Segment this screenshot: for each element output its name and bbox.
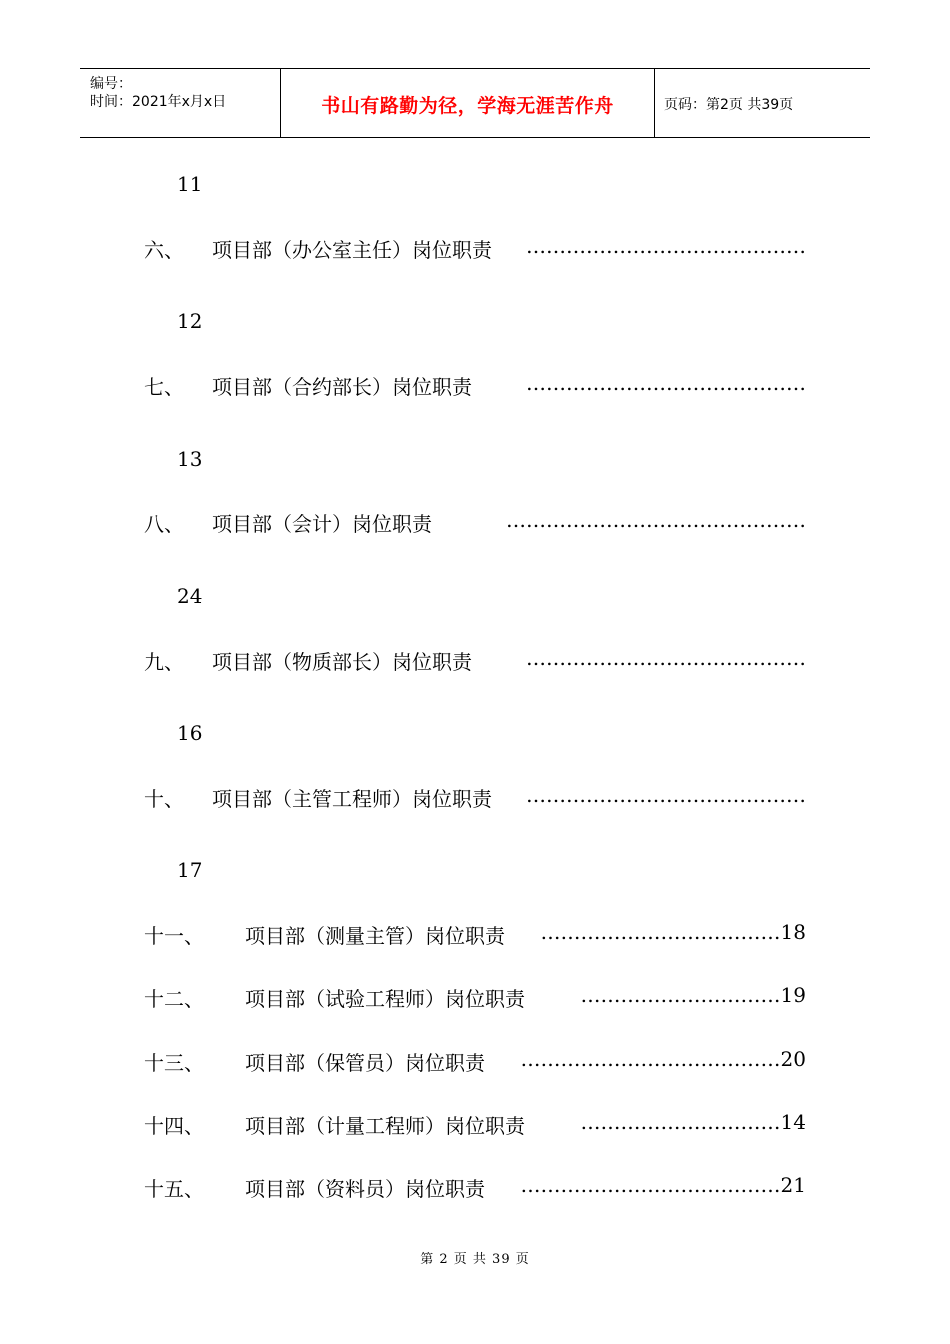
toc-orphan-page-number: 16 [177, 721, 203, 745]
toc-entry-number: 十一、 [144, 924, 204, 948]
toc-entry-title: 项目部（主管工程师）岗位职责 [212, 787, 492, 811]
toc-entry-page: 14 [780, 1110, 806, 1134]
toc-entry[interactable] [144, 371, 806, 399]
toc-leader-dots: ………………………………… [520, 1047, 781, 1071]
toc-entry-number: 七、 [144, 375, 184, 399]
header-motto-cell [280, 69, 655, 137]
toc-leader-dots: ………………………… [580, 983, 781, 1007]
toc-entry[interactable] [144, 1047, 806, 1075]
toc-entry-title: 项目部（试验工程师）岗位职责 [245, 987, 525, 1011]
toc-entry-page: 18 [780, 920, 806, 944]
header-page-info: 页码：第2页 共39页 [664, 97, 794, 113]
toc-leader-dots: ………………………………… [520, 1173, 781, 1197]
document-code-label: 编号： [90, 76, 132, 92]
toc-leader-dots: …………………………………… [526, 234, 806, 258]
toc-orphan-page-number: 24 [177, 584, 203, 608]
page-header [80, 68, 870, 138]
toc-entry[interactable] [144, 1173, 806, 1201]
toc-leader-dots: ……………………………………… [506, 508, 806, 532]
toc-entry-title: 项目部（会计）岗位职责 [212, 512, 432, 536]
toc-entry-title: 项目部（合约部长）岗位职责 [212, 375, 472, 399]
toc-leader-dots: …………………………………… [526, 371, 806, 395]
toc-entry-title: 项目部（保管员）岗位职责 [245, 1051, 485, 1075]
document-time-label: 时间：2021年x月x日 [90, 94, 227, 110]
toc-entry-page: 19 [780, 983, 806, 1007]
page-footer: 第 2 页 共 39 页 [420, 1252, 530, 1267]
toc-entry[interactable] [144, 234, 806, 262]
toc-entry[interactable] [144, 920, 806, 948]
toc-orphan-page-number: 13 [177, 447, 203, 471]
toc-entry[interactable] [144, 1110, 806, 1138]
toc-entry[interactable] [144, 783, 806, 811]
toc-entry-number: 六、 [144, 238, 184, 262]
toc-entry-page: 20 [780, 1047, 806, 1071]
toc-orphan-page-number: 12 [177, 309, 203, 333]
toc-leader-dots: ……………………………… [540, 920, 781, 944]
toc-orphan-page-number: 17 [177, 858, 203, 882]
toc-entry-number: 十五、 [144, 1177, 204, 1201]
toc-leader-dots: ………………………… [580, 1110, 781, 1134]
toc-leader-dots: …………………………………… [526, 646, 806, 670]
toc-entry-number: 十四、 [144, 1114, 204, 1138]
toc-orphan-page-number: 11 [177, 172, 203, 196]
toc-entry[interactable] [144, 983, 806, 1011]
header-motto: 书山有路勤为径，学海无涯苦作舟 [321, 95, 614, 117]
toc-entry-title: 项目部（办公室主任）岗位职责 [212, 238, 492, 262]
toc-entry-number: 十三、 [144, 1051, 204, 1075]
toc-entry-title: 项目部（资料员）岗位职责 [245, 1177, 485, 1201]
toc-leader-dots: …………………………………… [526, 783, 806, 807]
toc-entry-number: 八、 [144, 512, 184, 536]
header-left-cell [80, 69, 280, 137]
toc-entry-title: 项目部（物质部长）岗位职责 [212, 650, 472, 674]
header-page-cell [654, 69, 870, 137]
toc-entry-number: 十二、 [144, 987, 204, 1011]
toc-entry-title: 项目部（测量主管）岗位职责 [245, 924, 505, 948]
toc-entry[interactable] [144, 508, 806, 536]
toc-entry-page: 21 [780, 1173, 806, 1197]
toc-entry-title: 项目部（计量工程师）岗位职责 [245, 1114, 525, 1138]
toc-entry-number: 十、 [144, 787, 184, 811]
toc-entry-number: 九、 [144, 650, 184, 674]
toc-entry[interactable] [144, 646, 806, 674]
